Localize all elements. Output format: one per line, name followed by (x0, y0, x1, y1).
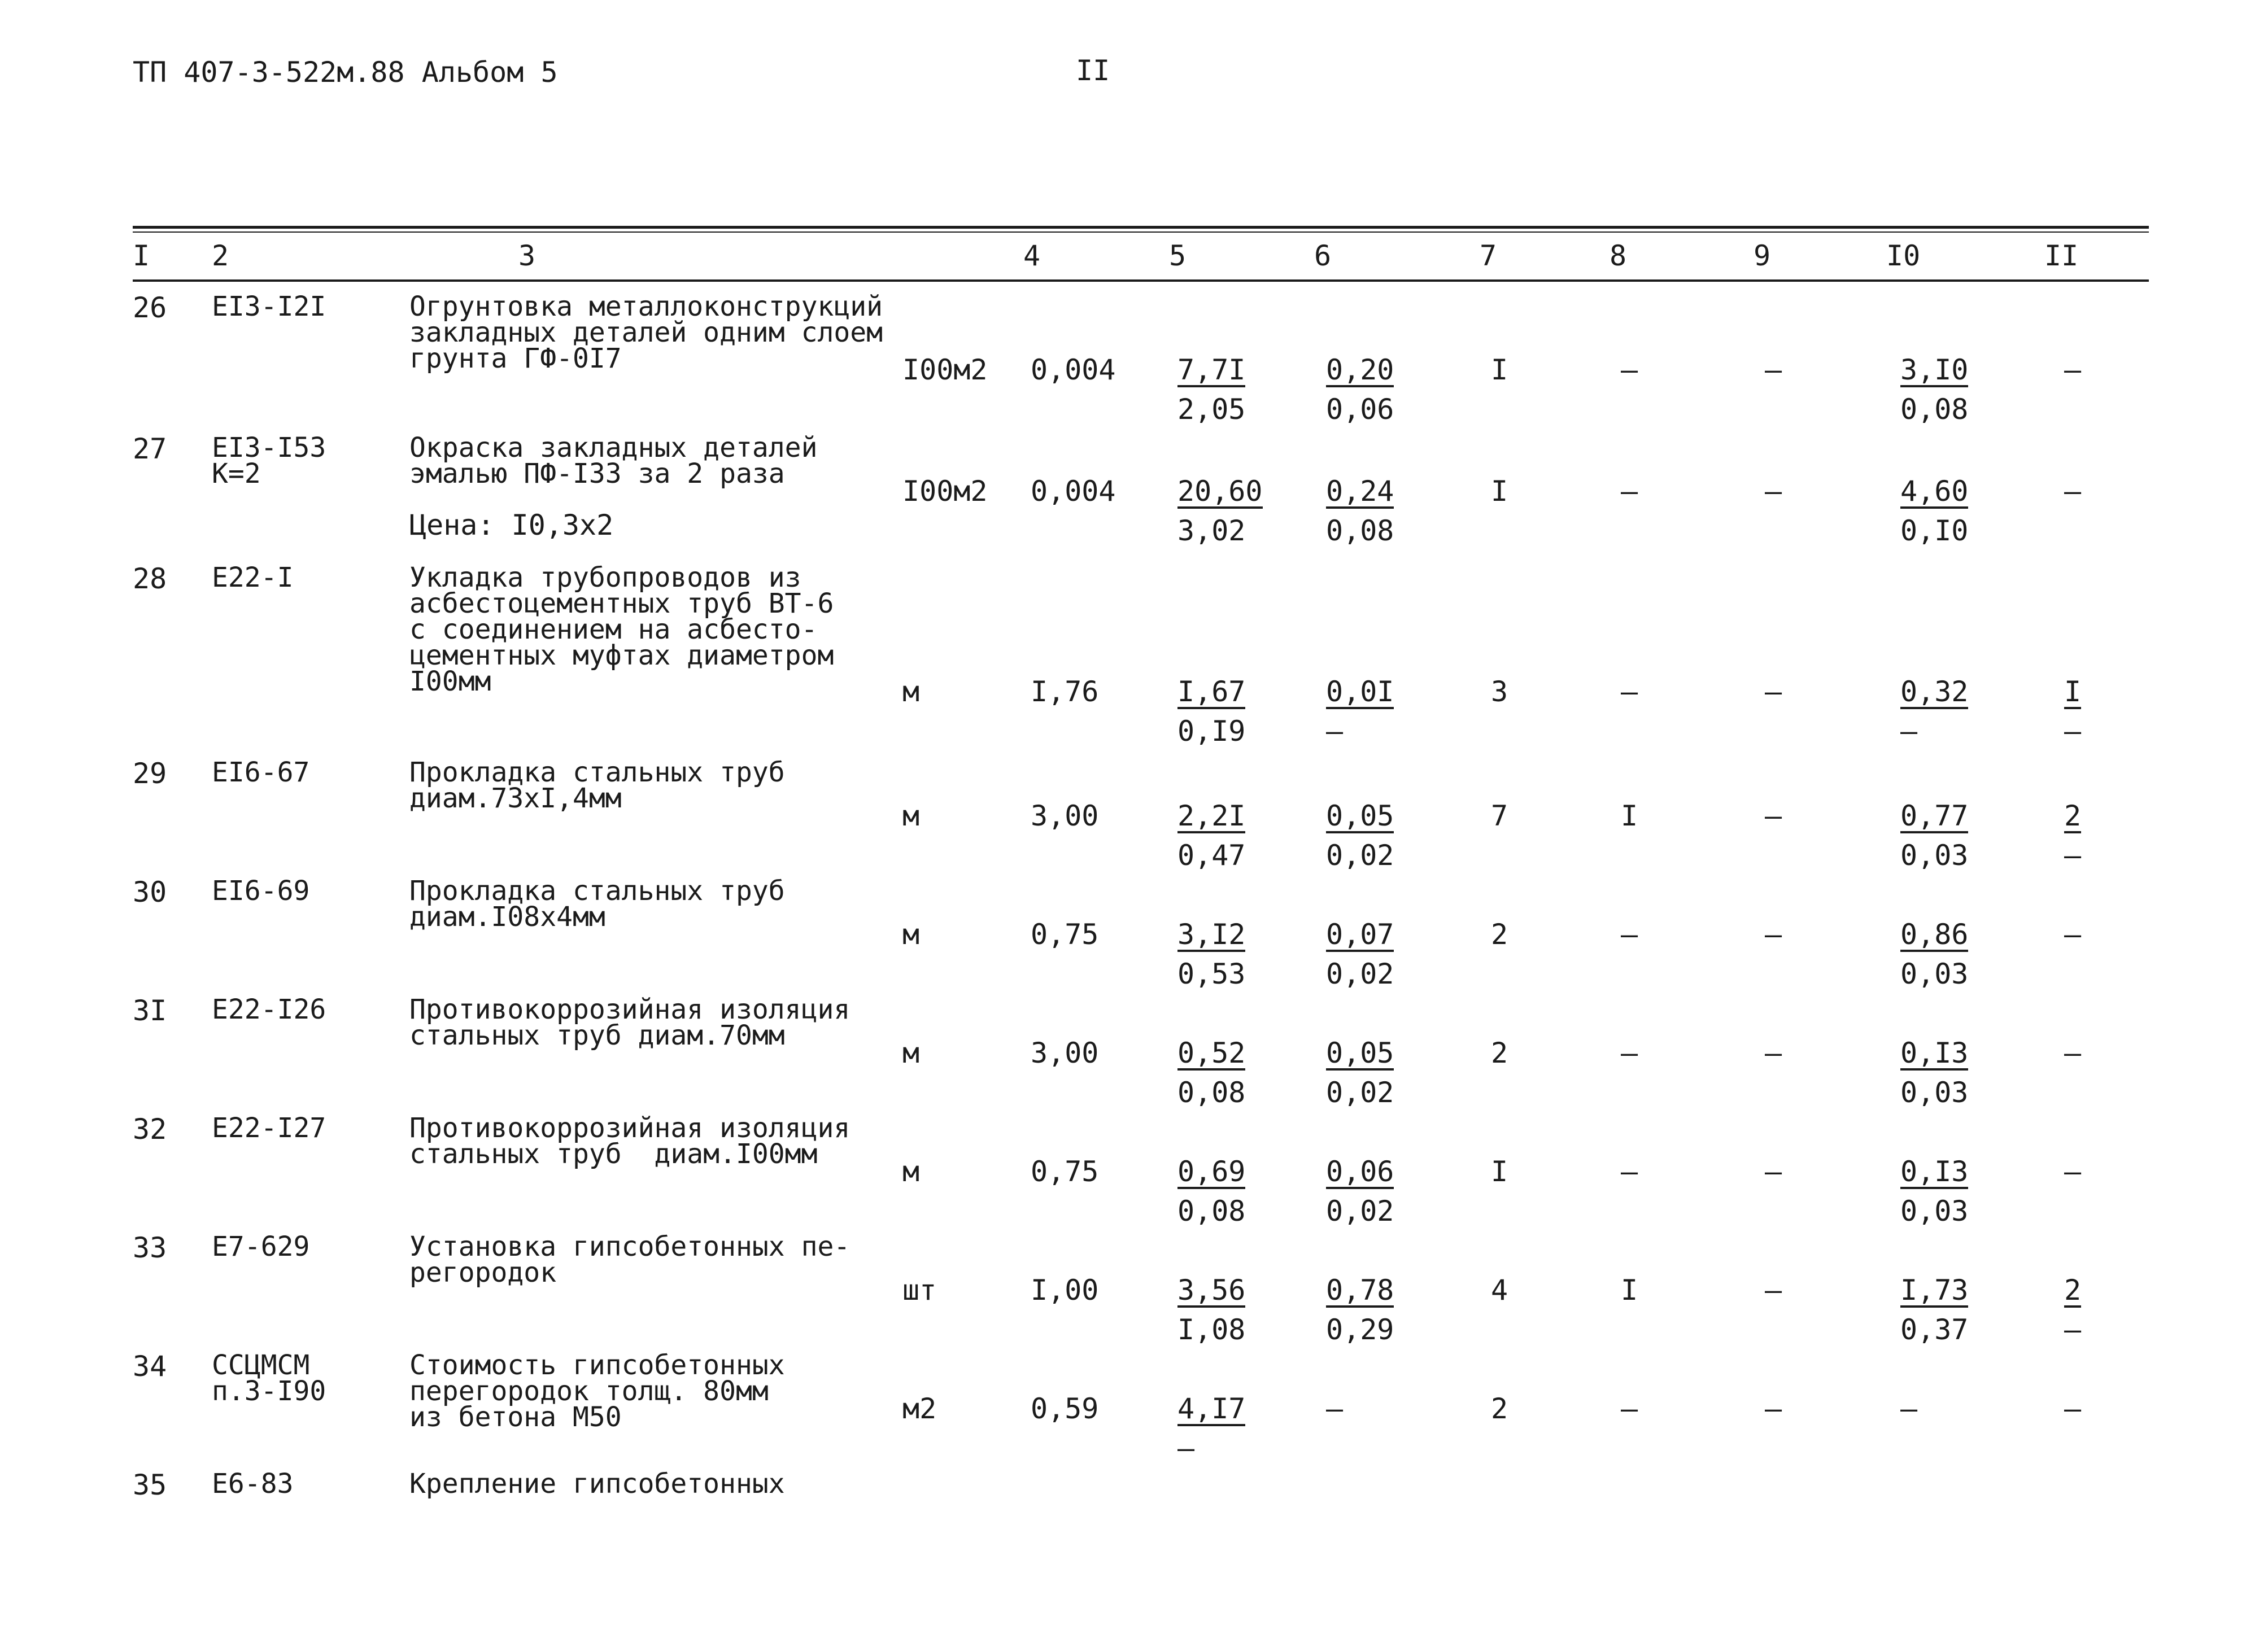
col10-top-value: – (1900, 1392, 1918, 1425)
item-code: EI6-69 (212, 875, 310, 907)
col6-bottom-value: 0,02 (1326, 958, 1394, 990)
quantity-cell: 0,004 (1031, 475, 1116, 508)
quantity-cell: 0,75 (1031, 918, 1099, 951)
col6-top-value: 0,0I (1326, 675, 1394, 708)
col6-bottom-value: 0,02 (1326, 1195, 1394, 1227)
quantity-cell: I,00 (1031, 1274, 1099, 1307)
col10-top-value: 3,I0 (1900, 353, 1969, 386)
col8-value: – (1621, 675, 1638, 708)
col5-bottom-value: I,08 (1177, 1313, 1246, 1346)
row-number: 30 (133, 876, 167, 908)
col11-top-value: 2 (2064, 799, 2082, 832)
col9-value: – (1765, 1392, 1782, 1425)
column-header-4: 4 (1023, 239, 1041, 272)
unit-cell: м (902, 675, 920, 708)
col11-top-value: – (2064, 475, 2082, 508)
col5-top-value: 3,I2 (1177, 918, 1246, 951)
col6-top-value: 0,24 (1326, 475, 1394, 508)
col5-top-value: 4,I7 (1177, 1392, 1246, 1425)
column-header-2: 2 (212, 239, 229, 272)
col7-value: 4 (1491, 1274, 1508, 1307)
col8-value: – (1621, 1392, 1638, 1425)
col7-value: I (1491, 1155, 1508, 1188)
col5-bottom-value: 3,02 (1177, 514, 1246, 547)
col5-top-value: 20,60 (1177, 475, 1263, 508)
row-number: 26 (133, 291, 167, 324)
item-description: Прокладка стальных труб диам.I08х4мм (409, 875, 785, 933)
col10-bottom-value: 0,03 (1900, 958, 1969, 990)
row-number: 34 (133, 1350, 167, 1383)
col10-top-value: 0,I3 (1900, 1155, 1969, 1188)
col7-value: 3 (1491, 675, 1508, 708)
col5-bottom-value: 0,08 (1177, 1195, 1246, 1227)
item-code: EI3-I2I (212, 291, 326, 322)
item-code: E22-I26 (212, 994, 326, 1025)
table-top-rule (133, 226, 2149, 229)
col6-bottom-value: – (1326, 715, 1344, 748)
item-note: Цена: I0,3х2 (409, 509, 614, 541)
col9-value: – (1765, 675, 1782, 708)
col11-top-value: – (2064, 1392, 2082, 1425)
col11-top-value: – (2064, 1037, 2082, 1069)
unit-cell: м (902, 1155, 920, 1188)
col9-value: – (1765, 799, 1782, 832)
col11-top-value: 2 (2064, 1274, 2082, 1307)
col11-top-value: – (2064, 918, 2082, 951)
col10-top-value: 0,77 (1900, 799, 1969, 832)
col6-top-value: 0,07 (1326, 918, 1394, 951)
quantity-cell: 3,00 (1031, 799, 1099, 832)
col7-value: 2 (1491, 1392, 1508, 1425)
col8-value: – (1621, 475, 1638, 508)
col8-value: – (1621, 353, 1638, 386)
col10-bottom-value: 0,37 (1900, 1313, 1969, 1346)
col5-bottom-value: 0,I9 (1177, 715, 1246, 748)
col7-value: 7 (1491, 799, 1508, 832)
col9-value: – (1765, 1037, 1782, 1069)
col8-value: – (1621, 1037, 1638, 1069)
col5-top-value: 0,69 (1177, 1155, 1246, 1188)
col10-top-value: 4,60 (1900, 475, 1969, 508)
col11-bottom-value: – (2064, 715, 2082, 748)
col11-top-value: – (2064, 353, 2082, 386)
item-description: Установка гипсобетонных пе- регородок (409, 1231, 851, 1288)
row-number: 35 (133, 1469, 167, 1501)
col7-value: I (1491, 353, 1508, 386)
item-code: EI3-I53 К=2 (212, 432, 326, 490)
unit-cell: м (902, 918, 920, 951)
col5-bottom-value: 2,05 (1177, 393, 1246, 426)
unit-cell: I00м2 (902, 353, 988, 386)
col11-bottom-value: – (2064, 1313, 2082, 1346)
item-code: EI6-67 (212, 757, 310, 788)
quantity-cell: I,76 (1031, 675, 1099, 708)
col5-top-value: 2,2I (1177, 799, 1246, 832)
col10-bottom-value: – (1900, 715, 1918, 748)
quantity-cell: 0,59 (1031, 1392, 1099, 1425)
row-number: 33 (133, 1231, 167, 1264)
col6-bottom-value: 0,02 (1326, 839, 1394, 872)
col8-value: I (1621, 799, 1638, 832)
col9-value: – (1765, 475, 1782, 508)
column-header-7: 7 (1480, 239, 1497, 272)
item-description: Стоимость гипсобетонных перегородок толщ. 80мм из бетона М50 (409, 1349, 785, 1433)
row-number: 27 (133, 432, 167, 465)
column-header-5: 5 (1169, 239, 1187, 272)
row-number: 29 (133, 757, 167, 790)
unit-cell: м (902, 1037, 920, 1069)
col10-bottom-value: 0,08 (1900, 393, 1969, 426)
column-header-1: I (133, 239, 150, 272)
col9-value: – (1765, 353, 1782, 386)
unit-cell: м (902, 799, 920, 832)
col11-bottom-value: – (2064, 839, 2082, 872)
column-header-10: I0 (1886, 239, 1921, 272)
row-number: 3I (133, 994, 167, 1027)
col5-top-value: 0,52 (1177, 1037, 1246, 1069)
col5-bottom-value: 0,53 (1177, 958, 1246, 990)
page-number: II (1076, 54, 1110, 87)
quantity-cell: 3,00 (1031, 1037, 1099, 1069)
unit-cell: м2 (902, 1392, 937, 1425)
col9-value: – (1765, 1155, 1782, 1188)
item-description: Огрунтовка металлоконструкций закладных деталей одним слоем грунта ГФ-0I7 (409, 291, 883, 374)
col10-top-value: 0,32 (1900, 675, 1969, 708)
col6-top-value: 0,05 (1326, 799, 1394, 832)
col7-value: I (1491, 475, 1508, 508)
col10-bottom-value: 0,03 (1900, 839, 1969, 872)
item-code: E22-I (212, 562, 294, 593)
col5-top-value: 7,7I (1177, 353, 1246, 386)
col5-bottom-value: 0,47 (1177, 839, 1246, 872)
column-header-3: 3 (518, 239, 536, 272)
col10-top-value: I,73 (1900, 1274, 1969, 1307)
row-number: 32 (133, 1113, 167, 1146)
unit-cell: I00м2 (902, 475, 988, 508)
col6-top-value: – (1326, 1392, 1344, 1425)
item-description: Крепление гипсобетонных (409, 1468, 785, 1500)
col6-bottom-value: 0,29 (1326, 1313, 1394, 1346)
col11-top-value: I (2064, 675, 2082, 708)
col9-value: – (1765, 1274, 1782, 1307)
col6-top-value: 0,05 (1326, 1037, 1394, 1069)
col8-value: – (1621, 1155, 1638, 1188)
col8-value: I (1621, 1274, 1638, 1307)
col6-top-value: 0,20 (1326, 353, 1394, 386)
item-description: Противокоррозийная изоляция стальных труб диам.70мм (409, 994, 851, 1051)
col6-bottom-value: 0,06 (1326, 393, 1394, 426)
col5-top-value: I,67 (1177, 675, 1246, 708)
col10-top-value: 0,86 (1900, 918, 1969, 951)
col6-top-value: 0,06 (1326, 1155, 1394, 1188)
document-code: ТП 407-3-522м.88 Альбом 5 (133, 56, 558, 89)
col7-value: 2 (1491, 918, 1508, 951)
col10-bottom-value: 0,03 (1900, 1076, 1969, 1109)
col6-bottom-value: 0,02 (1326, 1076, 1394, 1109)
col10-bottom-value: 0,03 (1900, 1195, 1969, 1227)
col5-bottom-value: 0,08 (1177, 1076, 1246, 1109)
item-code: E7-629 (212, 1231, 310, 1262)
quantity-cell: 0,75 (1031, 1155, 1099, 1188)
col7-value: 2 (1491, 1037, 1508, 1069)
col5-bottom-value: – (1177, 1432, 1195, 1465)
col11-top-value: – (2064, 1155, 2082, 1188)
table-top-rule-thin (133, 231, 2149, 233)
item-description: Окраска закладных деталей эмалью ПФ-I33 за 2 раза (409, 432, 818, 490)
item-description: Укладка трубопроводов из асбестоцементных труб ВТ-6 с соединением на асбесто- цементных муфтах диаметром I00мм (409, 562, 834, 697)
column-header-11: II (2044, 239, 2079, 272)
item-code: E6-83 (212, 1468, 294, 1500)
column-header-9: 9 (1754, 239, 1771, 272)
col6-top-value: 0,78 (1326, 1274, 1394, 1307)
item-code: ССЦМСМ п.3-I90 (212, 1349, 326, 1407)
item-description: Противокоррозийная изоляция стальных труб диам.I00мм (409, 1112, 851, 1170)
col6-bottom-value: 0,08 (1326, 514, 1394, 547)
item-description: Прокладка стальных труб диам.73хI,4мм (409, 757, 785, 814)
col8-value: – (1621, 918, 1638, 951)
row-number: 28 (133, 562, 167, 595)
unit-cell: шт (902, 1274, 937, 1307)
item-code: E22-I27 (212, 1112, 326, 1144)
table-header-rule (133, 279, 2149, 282)
col10-bottom-value: 0,I0 (1900, 514, 1969, 547)
col10-top-value: 0,I3 (1900, 1037, 1969, 1069)
col9-value: – (1765, 918, 1782, 951)
quantity-cell: 0,004 (1031, 353, 1116, 386)
col5-top-value: 3,56 (1177, 1274, 1246, 1307)
column-header-6: 6 (1314, 239, 1332, 272)
column-header-8: 8 (1610, 239, 1627, 272)
